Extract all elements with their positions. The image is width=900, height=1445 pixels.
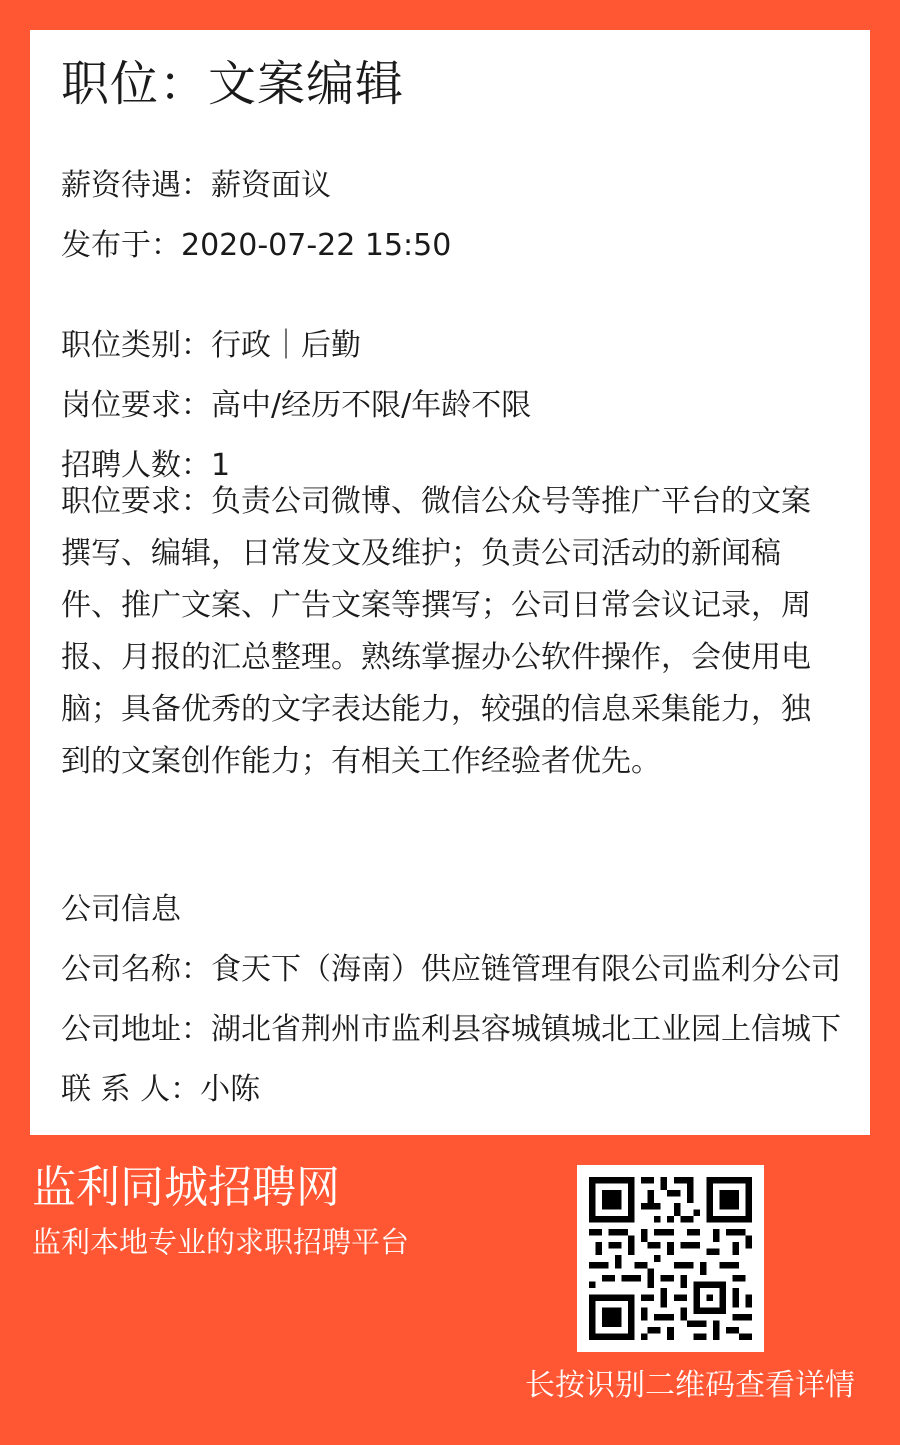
headcount-label: 招聘人数： <box>61 448 211 483</box>
requirements-label: 岗位要求： <box>61 388 211 423</box>
contact-value: 小陈 <box>200 1072 261 1107</box>
company-name-label: 公司名称： <box>61 952 211 987</box>
company-address-label: 公司地址： <box>61 1012 211 1047</box>
job-description <box>61 476 833 788</box>
company-address-value: 湖北省荆州市监利县容城镇城北工业园上信城下 <box>211 1012 841 1047</box>
description-value: 负责公司微博、微信公众号等推广平台的文案撰写、编辑，日常发文及维护；负责公司活动的新闻稿件、推广文案、广告文案等撰写；公司日常会议记录，周报、月报的汇总整理。熟练掌握办公软件操作，会使用电脑；具备优秀的文字表达能力，较强的信息采集能力，独到的文案创作能力；有相关工作经验者优先。 <box>61 484 811 779</box>
company-section-title <box>61 890 181 930</box>
salary-value: 薪资面议 <box>211 168 331 203</box>
site-slogan: 监利本地专业的求职招聘平台 <box>32 1225 410 1259</box>
job-title <box>61 54 404 114</box>
description-label: 职位要求： <box>61 484 211 519</box>
company-address-row <box>61 1010 841 1050</box>
headcount-value: 1 <box>211 448 231 483</box>
requirements-row <box>61 386 531 426</box>
site-brand: 监利同城招聘网 <box>32 1162 340 1213</box>
category-value: 行政｜后勤 <box>211 328 361 363</box>
company-name-row <box>61 950 841 990</box>
category-label: 职位类别： <box>61 328 211 363</box>
qr-code-icon <box>589 1177 752 1340</box>
company-name-value: 食天下（海南）供应链管理有限公司监利分公司 <box>211 952 841 987</box>
contact-row <box>61 1070 260 1110</box>
company-section-title-text: 公司信息 <box>61 892 181 927</box>
job-title-value: 文案编辑 <box>208 56 405 112</box>
category-row <box>61 326 361 366</box>
requirements-value: 高中/经历不限/年龄不限 <box>211 388 532 423</box>
qr-code[interactable] <box>577 1165 764 1352</box>
job-card <box>30 30 870 1135</box>
job-title-label: 职位： <box>61 56 209 112</box>
published-row <box>61 226 451 266</box>
qr-hint: 长按识别二维码查看详情 <box>525 1368 855 1403</box>
salary-row <box>61 166 331 206</box>
salary-label: 薪资待遇： <box>61 168 211 203</box>
published-value: 2020-07-22 15:50 <box>181 228 452 263</box>
contact-label: 联 系 人： <box>61 1072 201 1107</box>
published-label: 发布于： <box>61 228 181 263</box>
